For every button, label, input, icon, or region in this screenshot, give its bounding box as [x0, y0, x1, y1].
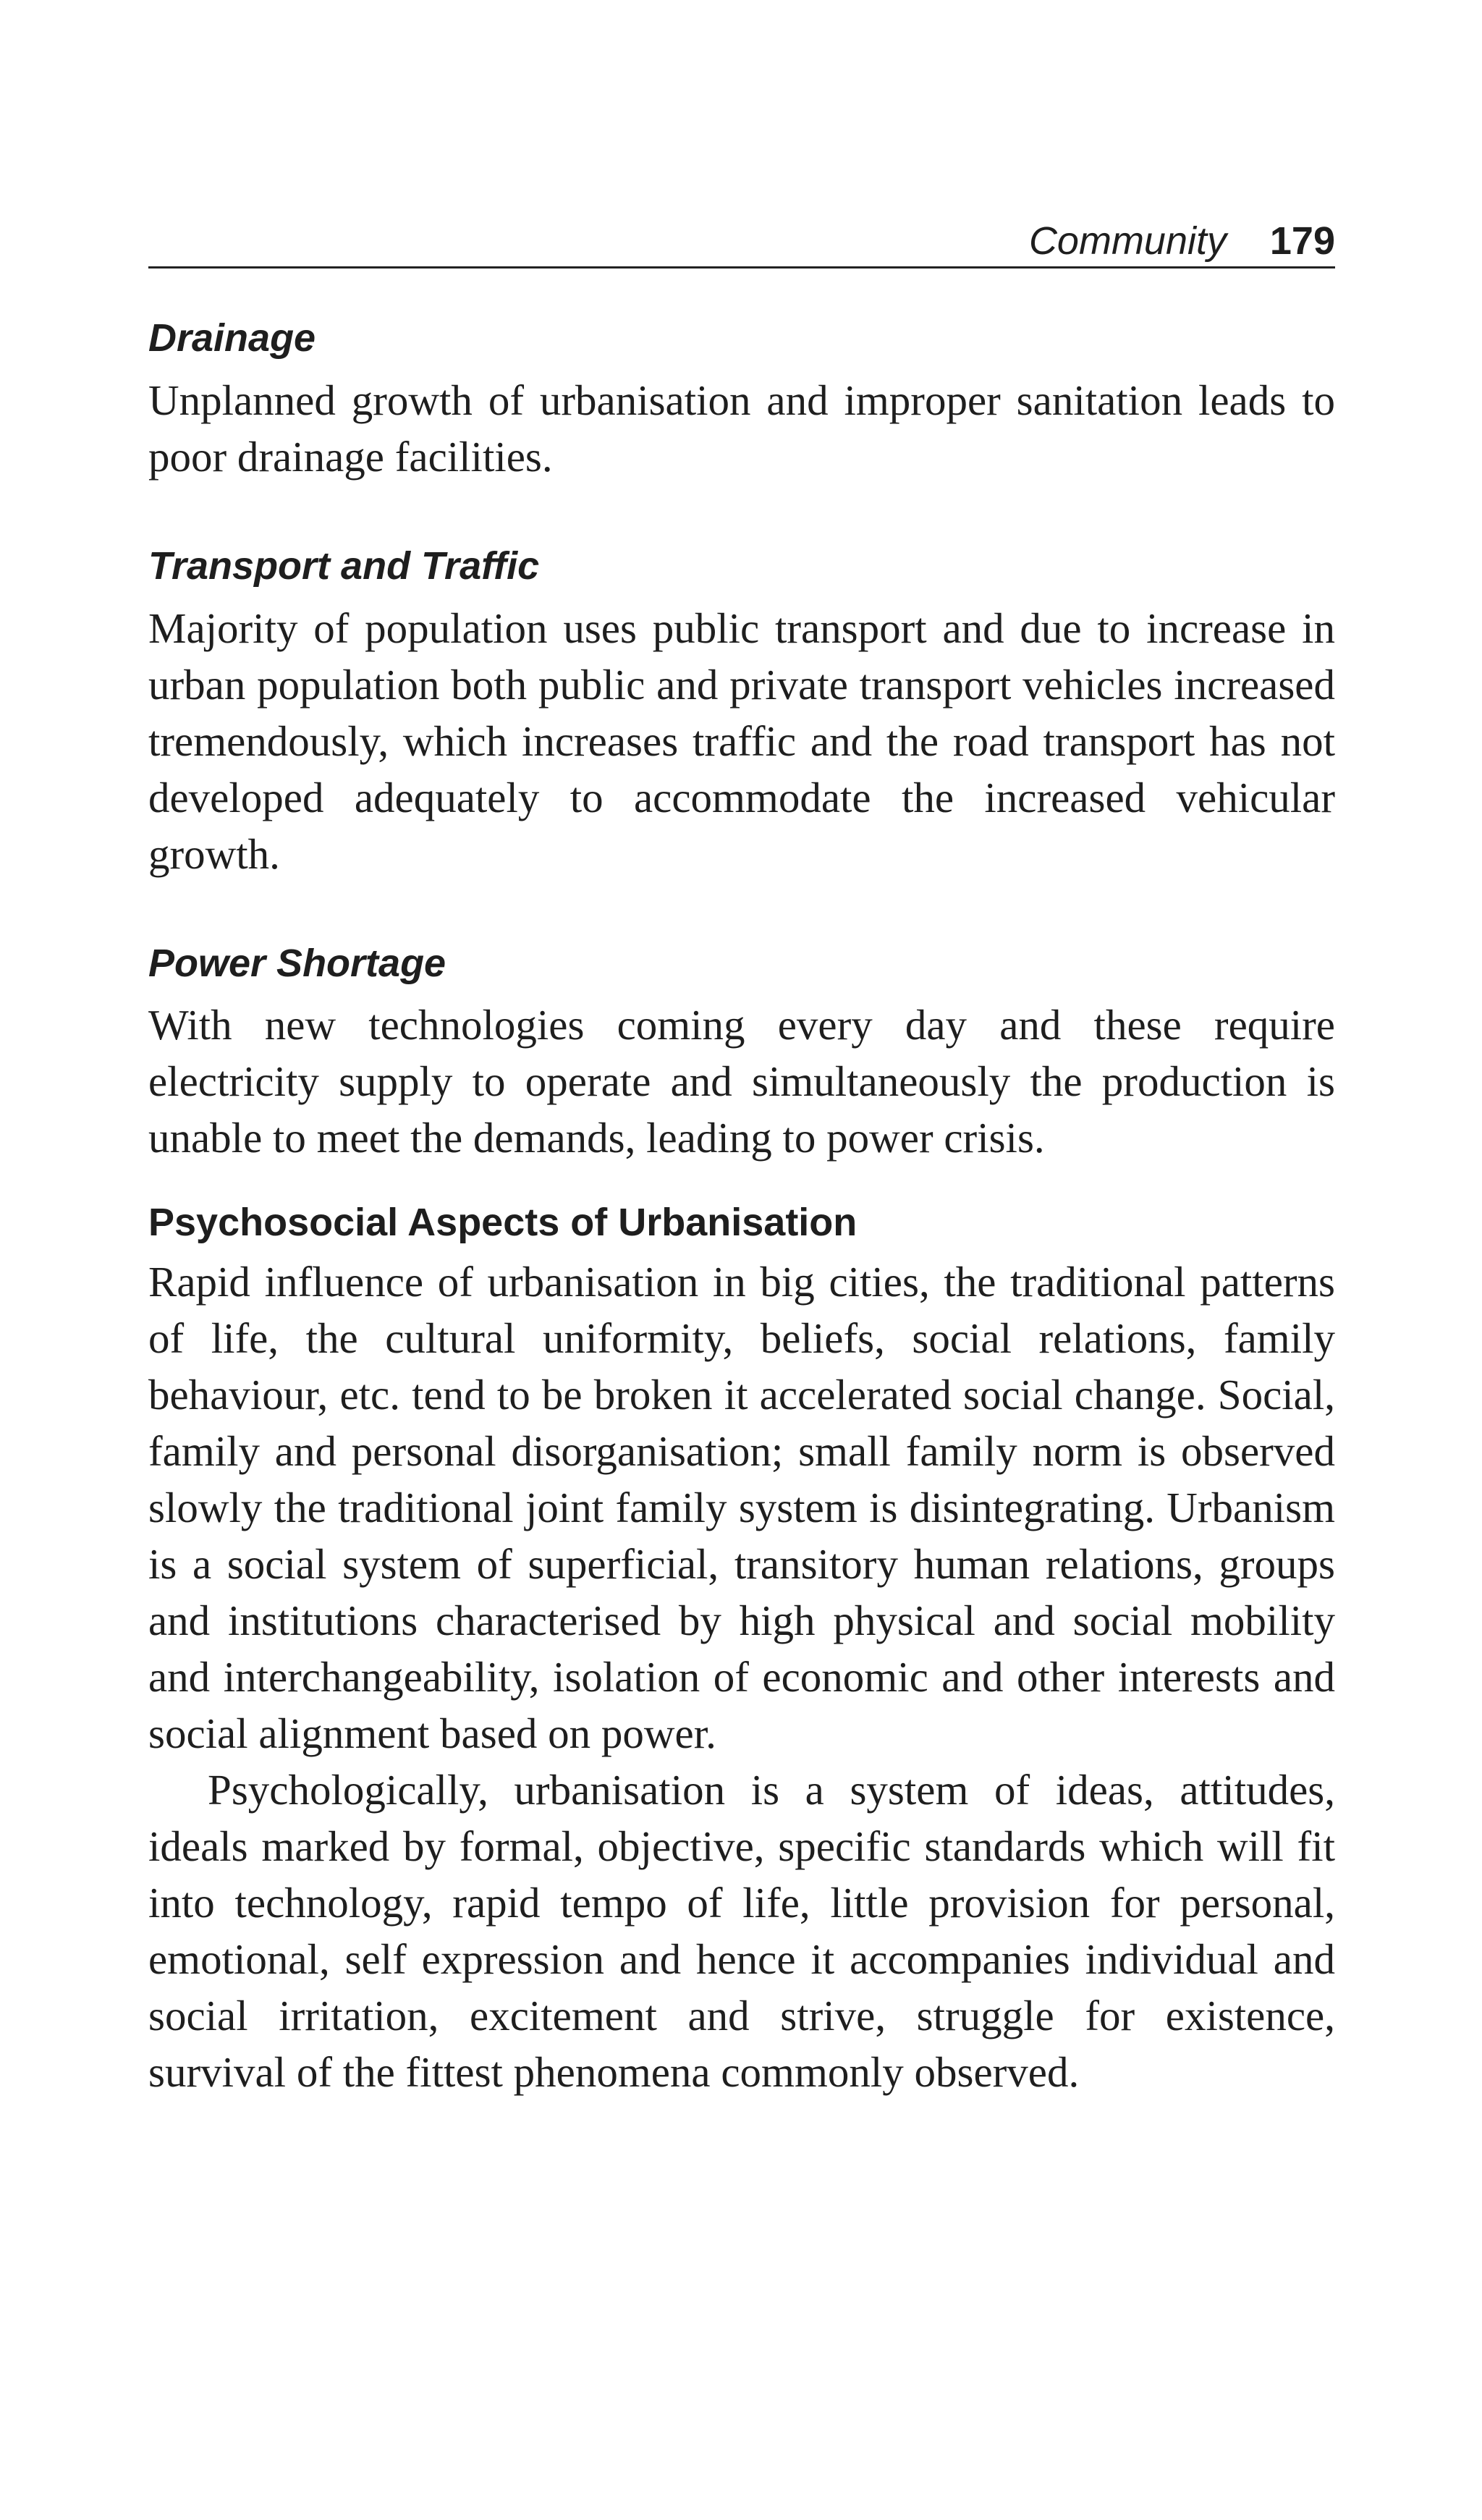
page-number: 179	[1269, 219, 1335, 263]
power-shortage-paragraph: With new technologies coming every day and these require electricity supply to operate and simultaneously the production is unable to meet the demands, leading to power crisis.	[148, 1001, 1335, 1162]
drainage-heading: Drainage	[148, 316, 316, 360]
power-shortage-heading: Power Shortage	[148, 941, 446, 985]
running-head-title: Community	[1028, 219, 1227, 263]
running-header	[148, 210, 1335, 269]
book-page	[148, 210, 1335, 2100]
psychosocial-heading: Psychosocial Aspects of Urbanisation	[148, 1201, 858, 1245]
psychosocial-paragraph-2: Psychologically, urbanisation is a system of ideas, attitudes, ideals marked by formal, objective, specific standards which will fit into technology, rapid tempo of life, little provision for personal, emotional, self expression and hence it accompanies individual and social irritation, excitement and strive, struggle for existence, survival of the fittest phenomena commonly observed.	[148, 1766, 1335, 2097]
drainage-paragraph: Unplanned growth of urbanisation and improper sanitation leads to poor drainage facilities.	[148, 376, 1335, 481]
transport-heading: Transport and Traffic	[148, 544, 540, 588]
transport-paragraph: Majority of population uses public transport and due to increase in urban population both public and private transport vehicles increased tremendously, which increases traffic and the road transport has not developed adequately to accommodate the increased vehicular growth.	[148, 604, 1335, 878]
psychosocial-paragraph-1: Rapid influence of urbanisation in big cities, the traditional patterns of life, the cultural uniformity, beliefs, social relations, family behaviour, etc. tend to be broken it accelerated social change. Social, family and personal disorganisation; small family norm is observed slowly the traditional joint family system is disintegrating. Urbanism is a social system of superficial, transitory human relations, groups and institutions characterised by high physical and social mobility and interchangeability, isolation of economic and other interests and social alignment based on power.	[148, 1258, 1335, 1758]
